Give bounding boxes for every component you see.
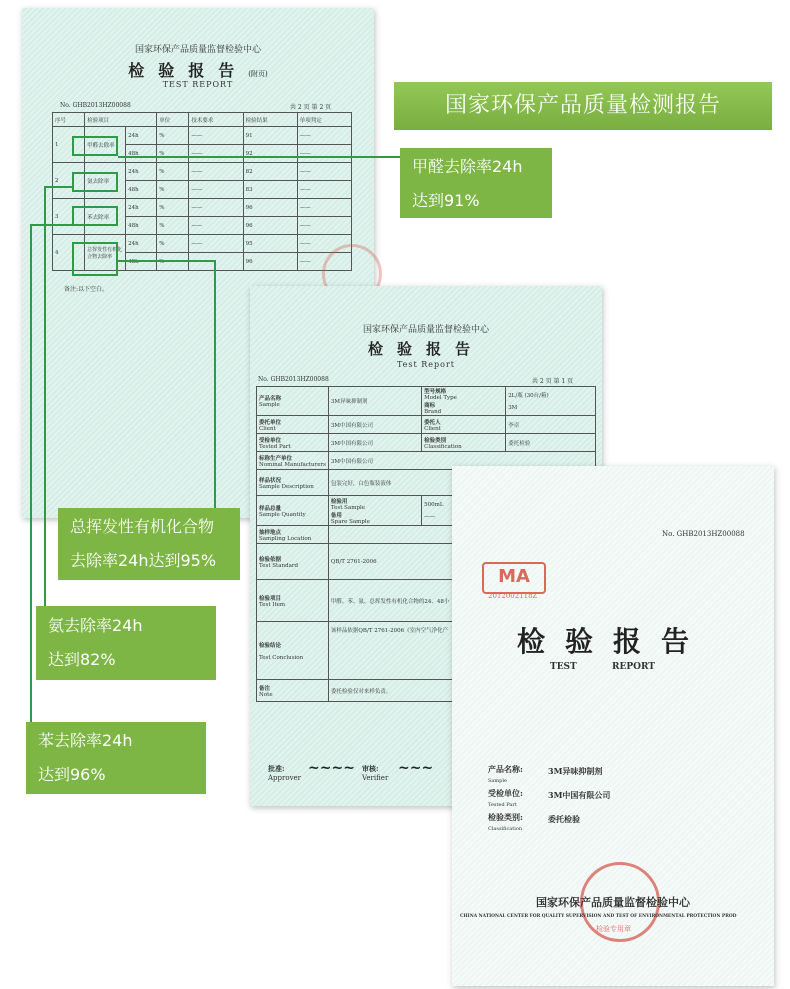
report-banner: 国家环保产品质量检测报告	[394, 82, 772, 130]
highlight-tvoc	[72, 242, 118, 276]
header-cell: 单项判定	[297, 113, 351, 127]
field-label: 样品总量 Sample Quantity	[257, 496, 329, 526]
result: 83	[243, 181, 297, 199]
highlight-formaldehyde	[72, 136, 118, 156]
ma-number: 2012002118Z	[488, 592, 538, 600]
field-label: 备注 Note	[257, 680, 329, 702]
result: 96	[243, 199, 297, 217]
unit: %	[157, 217, 189, 235]
doc3-product: 3M异味抑制剂	[548, 766, 603, 776]
test-item: 总挥发性有机化合物去除率	[85, 235, 126, 271]
doc1-title: 检验报告(附页)	[128, 61, 268, 80]
field-value: 委托检验仅对来样负责。	[328, 680, 595, 702]
result: 96	[243, 253, 297, 271]
requirement: ——	[189, 235, 243, 253]
unit: %	[157, 127, 189, 145]
period: 24h	[126, 163, 157, 181]
connector-benzene-v	[30, 224, 32, 724]
requirement: ——	[189, 163, 243, 181]
header-cell: 技术要求	[189, 113, 243, 127]
doc3-tested: 3M中国有限公司	[548, 790, 611, 800]
judgement: ——	[297, 217, 351, 235]
field-value: 委托检验	[506, 434, 596, 452]
field-label: 委托人 Client	[422, 416, 506, 434]
doc1-report-no: No. GHB2013HZ00088	[60, 102, 131, 109]
unit: %	[157, 199, 189, 217]
verifier-label: 审核: Verifier	[362, 764, 389, 782]
field-label: 样品状况 Sample Description	[257, 470, 329, 496]
connector-ammonia-h	[44, 186, 72, 188]
field-label: 检验用 Test Sample 备用 Spare Sample	[328, 496, 421, 526]
judgement: ——	[297, 253, 351, 271]
doc3-product-label: 产品名称: Sample	[488, 764, 523, 784]
header-cell: 检验项目	[85, 113, 157, 127]
period: 48h	[126, 145, 157, 163]
judgement: ——	[297, 127, 351, 145]
unit: %	[157, 145, 189, 163]
doc3-title: 检验报告	[516, 625, 709, 658]
result: 96	[243, 217, 297, 235]
field-label: 检验类别 Classification	[422, 434, 506, 452]
callout-line: 总挥发性有机化合物	[70, 517, 215, 536]
callout-line: 达到82%	[48, 650, 116, 669]
callout-benzene	[26, 722, 206, 794]
test-item: 甲醛去除率	[85, 127, 126, 163]
callout-line: 达到91%	[412, 191, 480, 210]
doc3-org-english: CHINA NATIONAL CENTER FOR QUALITY SUPERVISION AND TEST OF ENVIRONMENTAL PROTECTION PROD	[460, 914, 737, 919]
doc3-report-no: No. GHB2013HZ00088	[662, 530, 745, 538]
doc3-tested-label: 受检单位: Tested Part	[488, 788, 523, 808]
period: 48h	[126, 181, 157, 199]
field-value: 3M中国有限公司	[328, 434, 421, 452]
unit: %	[157, 163, 189, 181]
field-label: 型号规格 Model Type 商标 Brand	[422, 387, 506, 416]
requirement: ——	[189, 181, 243, 199]
result: 95	[243, 235, 297, 253]
test-report-cover-page	[452, 466, 774, 986]
field-value: 2L/瓶 (30台/箱) 3M	[506, 387, 596, 416]
table-row	[257, 416, 596, 434]
unit: %	[157, 181, 189, 199]
test-item: 苯去除率	[85, 199, 126, 235]
doc1-org: 国家环保产品质量监督检验中心	[134, 45, 261, 55]
requirement: ——	[189, 145, 243, 163]
callout-line: 氨去除率24h	[48, 616, 143, 635]
result: 91	[243, 127, 297, 145]
period: 24h	[126, 199, 157, 217]
judgement: ——	[297, 145, 351, 163]
judgement: ——	[297, 199, 351, 217]
connector-tvoc-v	[214, 260, 216, 512]
doc1-english-title: TEST REPORT	[162, 80, 234, 89]
seal-text: 检验专用章	[596, 925, 631, 933]
field-label: 检验项目 Test Item	[257, 580, 329, 622]
connector-tvoc-h	[118, 260, 216, 262]
highlight-benzene	[72, 206, 118, 226]
requirement: ——	[189, 217, 243, 235]
requirement: ——	[189, 199, 243, 217]
field-value: 该样品依据QB/T 2761-2006《室内空气净化产	[328, 622, 595, 680]
table-header-row	[53, 113, 352, 127]
field-label: 产品名称 Sample	[257, 387, 329, 416]
verifier-signature: ~~~	[398, 760, 434, 776]
callout-line: 苯去除率24h	[38, 731, 133, 750]
field-label: 抽样地点 Sampling Location	[257, 526, 329, 544]
doc2-title: 检验报告	[367, 340, 484, 358]
field-value: 500mL ——	[422, 496, 596, 526]
approver-label: 批准: Approver	[268, 764, 302, 782]
callout-formaldehyde	[400, 148, 552, 218]
result: 92	[243, 145, 297, 163]
judgement: ——	[297, 235, 351, 253]
field-value: QB/T 2761-2006	[328, 544, 595, 580]
connector-benzene-h	[30, 224, 72, 226]
row-number: 4	[53, 235, 85, 271]
row-number: 2	[53, 163, 85, 199]
callout-line: 甲醛去除率24h	[412, 157, 523, 176]
result: 82	[243, 163, 297, 181]
callout-line: 去除率24h达到95%	[70, 551, 217, 570]
header-cell: 序号	[53, 113, 85, 127]
connector-ammonia-v	[44, 186, 46, 608]
field-label: 委托单位 Client	[257, 416, 329, 434]
doc1-page-number: 共 2 页 第 2 页	[290, 104, 332, 111]
doc3-class-label: 检验类别: Classification	[488, 812, 523, 832]
table-row	[257, 387, 596, 416]
judgement: ——	[297, 163, 351, 181]
field-label: 检验结论 Test Conclusion	[257, 622, 329, 680]
period: 48h	[126, 217, 157, 235]
doc2-english-title: Test Report	[396, 360, 456, 369]
field-value: 3M中国有限公司	[328, 452, 595, 470]
callout-line: 达到96%	[38, 765, 106, 784]
field-value: 3M异味抑制剂	[328, 387, 421, 416]
doc3-org: 国家环保产品质量监督检验中心	[536, 896, 690, 909]
highlight-ammonia	[72, 172, 118, 192]
unit: %	[157, 235, 189, 253]
doc2-page-number: 共 2 页 第 1 页	[532, 378, 574, 385]
field-value: 3M中国有限公司	[328, 416, 421, 434]
test-item: 氨去除率	[85, 163, 126, 199]
row-number: 3	[53, 199, 85, 235]
doc3-en-report: REPORT	[612, 662, 655, 672]
table-row	[257, 434, 596, 452]
doc3-en-test: TEST	[550, 662, 577, 672]
approver-signature: ~~~~	[308, 760, 355, 776]
doc2-org: 国家环保产品质量监督检验中心	[362, 325, 489, 335]
field-value: 甲醛、苯、氨、总挥发性有机化合物的24、48小	[328, 580, 595, 622]
field-value: 包装完好，白色瓶装液体	[328, 470, 595, 496]
period: 24h	[126, 127, 157, 145]
header-cell: 单位	[157, 113, 189, 127]
row-number: 1	[53, 127, 85, 163]
period: 24h	[126, 235, 157, 253]
doc1-remark: 备注:以下空白。	[64, 286, 109, 293]
field-value: 李卓	[506, 416, 596, 434]
callout-tvoc	[58, 508, 240, 580]
field-label: 标称生产单位 Nominal Manufacturers	[257, 452, 329, 470]
field-label: 检验依据 Test Standard	[257, 544, 329, 580]
connector-formaldehyde	[118, 156, 400, 158]
callout-ammonia	[36, 606, 216, 680]
judgement: ——	[297, 181, 351, 199]
header-cell: 检验结果	[243, 113, 297, 127]
doc3-class: 委托检验	[548, 814, 580, 824]
field-label: 受检单位 Tested Part	[257, 434, 329, 452]
doc2-report-no: No. GHB2013HZ00088	[258, 376, 329, 383]
cma-mark: MA	[482, 562, 546, 594]
requirement: ——	[189, 127, 243, 145]
